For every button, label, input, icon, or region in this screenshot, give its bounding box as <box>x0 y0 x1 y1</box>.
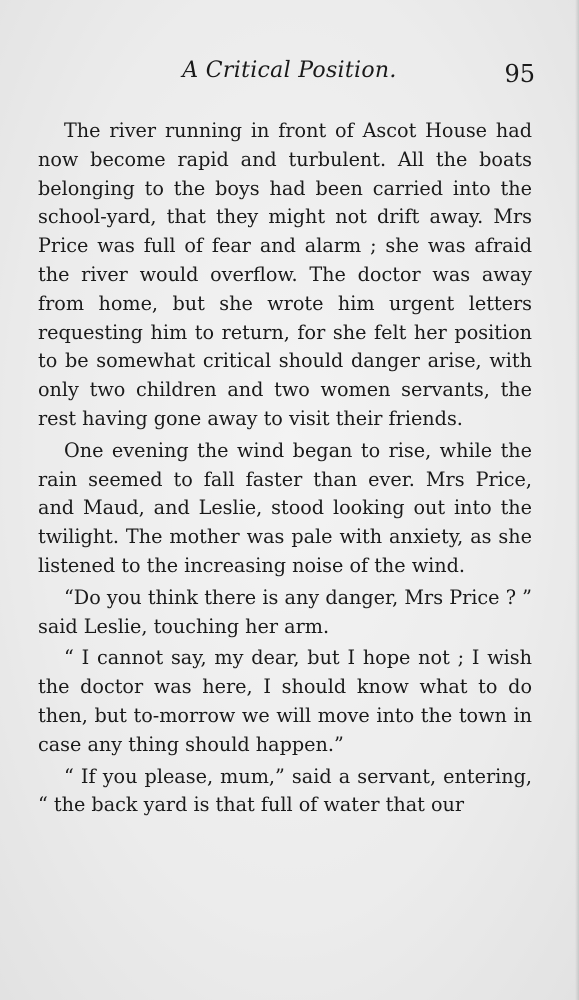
paragraph: “ If you please, mum,” said a servant, entering, “ the back yard is that full of water that our <box>38 764 532 817</box>
paragraph: The river running in front of Ascot House had now become rapid and turbulent. All the boats belonging to the boys had been carried into the school-yard, that they might not drift away. Mrs Price was full of fear and alarm ; she was afraid the river would overflow. The doctor was away from home, but she wrote him urgent letters requesting him to return, for she felt her position to be somewhat critical should danger arise, with only two children and two women servants, the rest having gone away to visit their friends. <box>38 119 532 430</box>
running-head <box>0 58 579 92</box>
page-edge-shadow <box>575 0 579 1000</box>
paragraph: “Do you think there is any danger, Mrs Price ? ” said Leslie, touching her arm. <box>38 585 532 638</box>
running-title: A Critical Position. <box>182 58 397 83</box>
page-number: 95 <box>504 60 535 88</box>
body-text <box>38 117 532 823</box>
paragraph: “ I cannot say, my dear, but I hope not ; I wish the doctor was here, I should know what to do then, but to-morrow we will move into the town in case any thing should happen.” <box>38 646 532 756</box>
paragraph: One evening the wind began to rise, while the rain seemed to fall faster than ever. Mrs Price, and Maud, and Leslie, stood looking out into the twilight. The mother was pale with anxiety, as she listened to the increasing noise of the wind. <box>38 438 532 577</box>
